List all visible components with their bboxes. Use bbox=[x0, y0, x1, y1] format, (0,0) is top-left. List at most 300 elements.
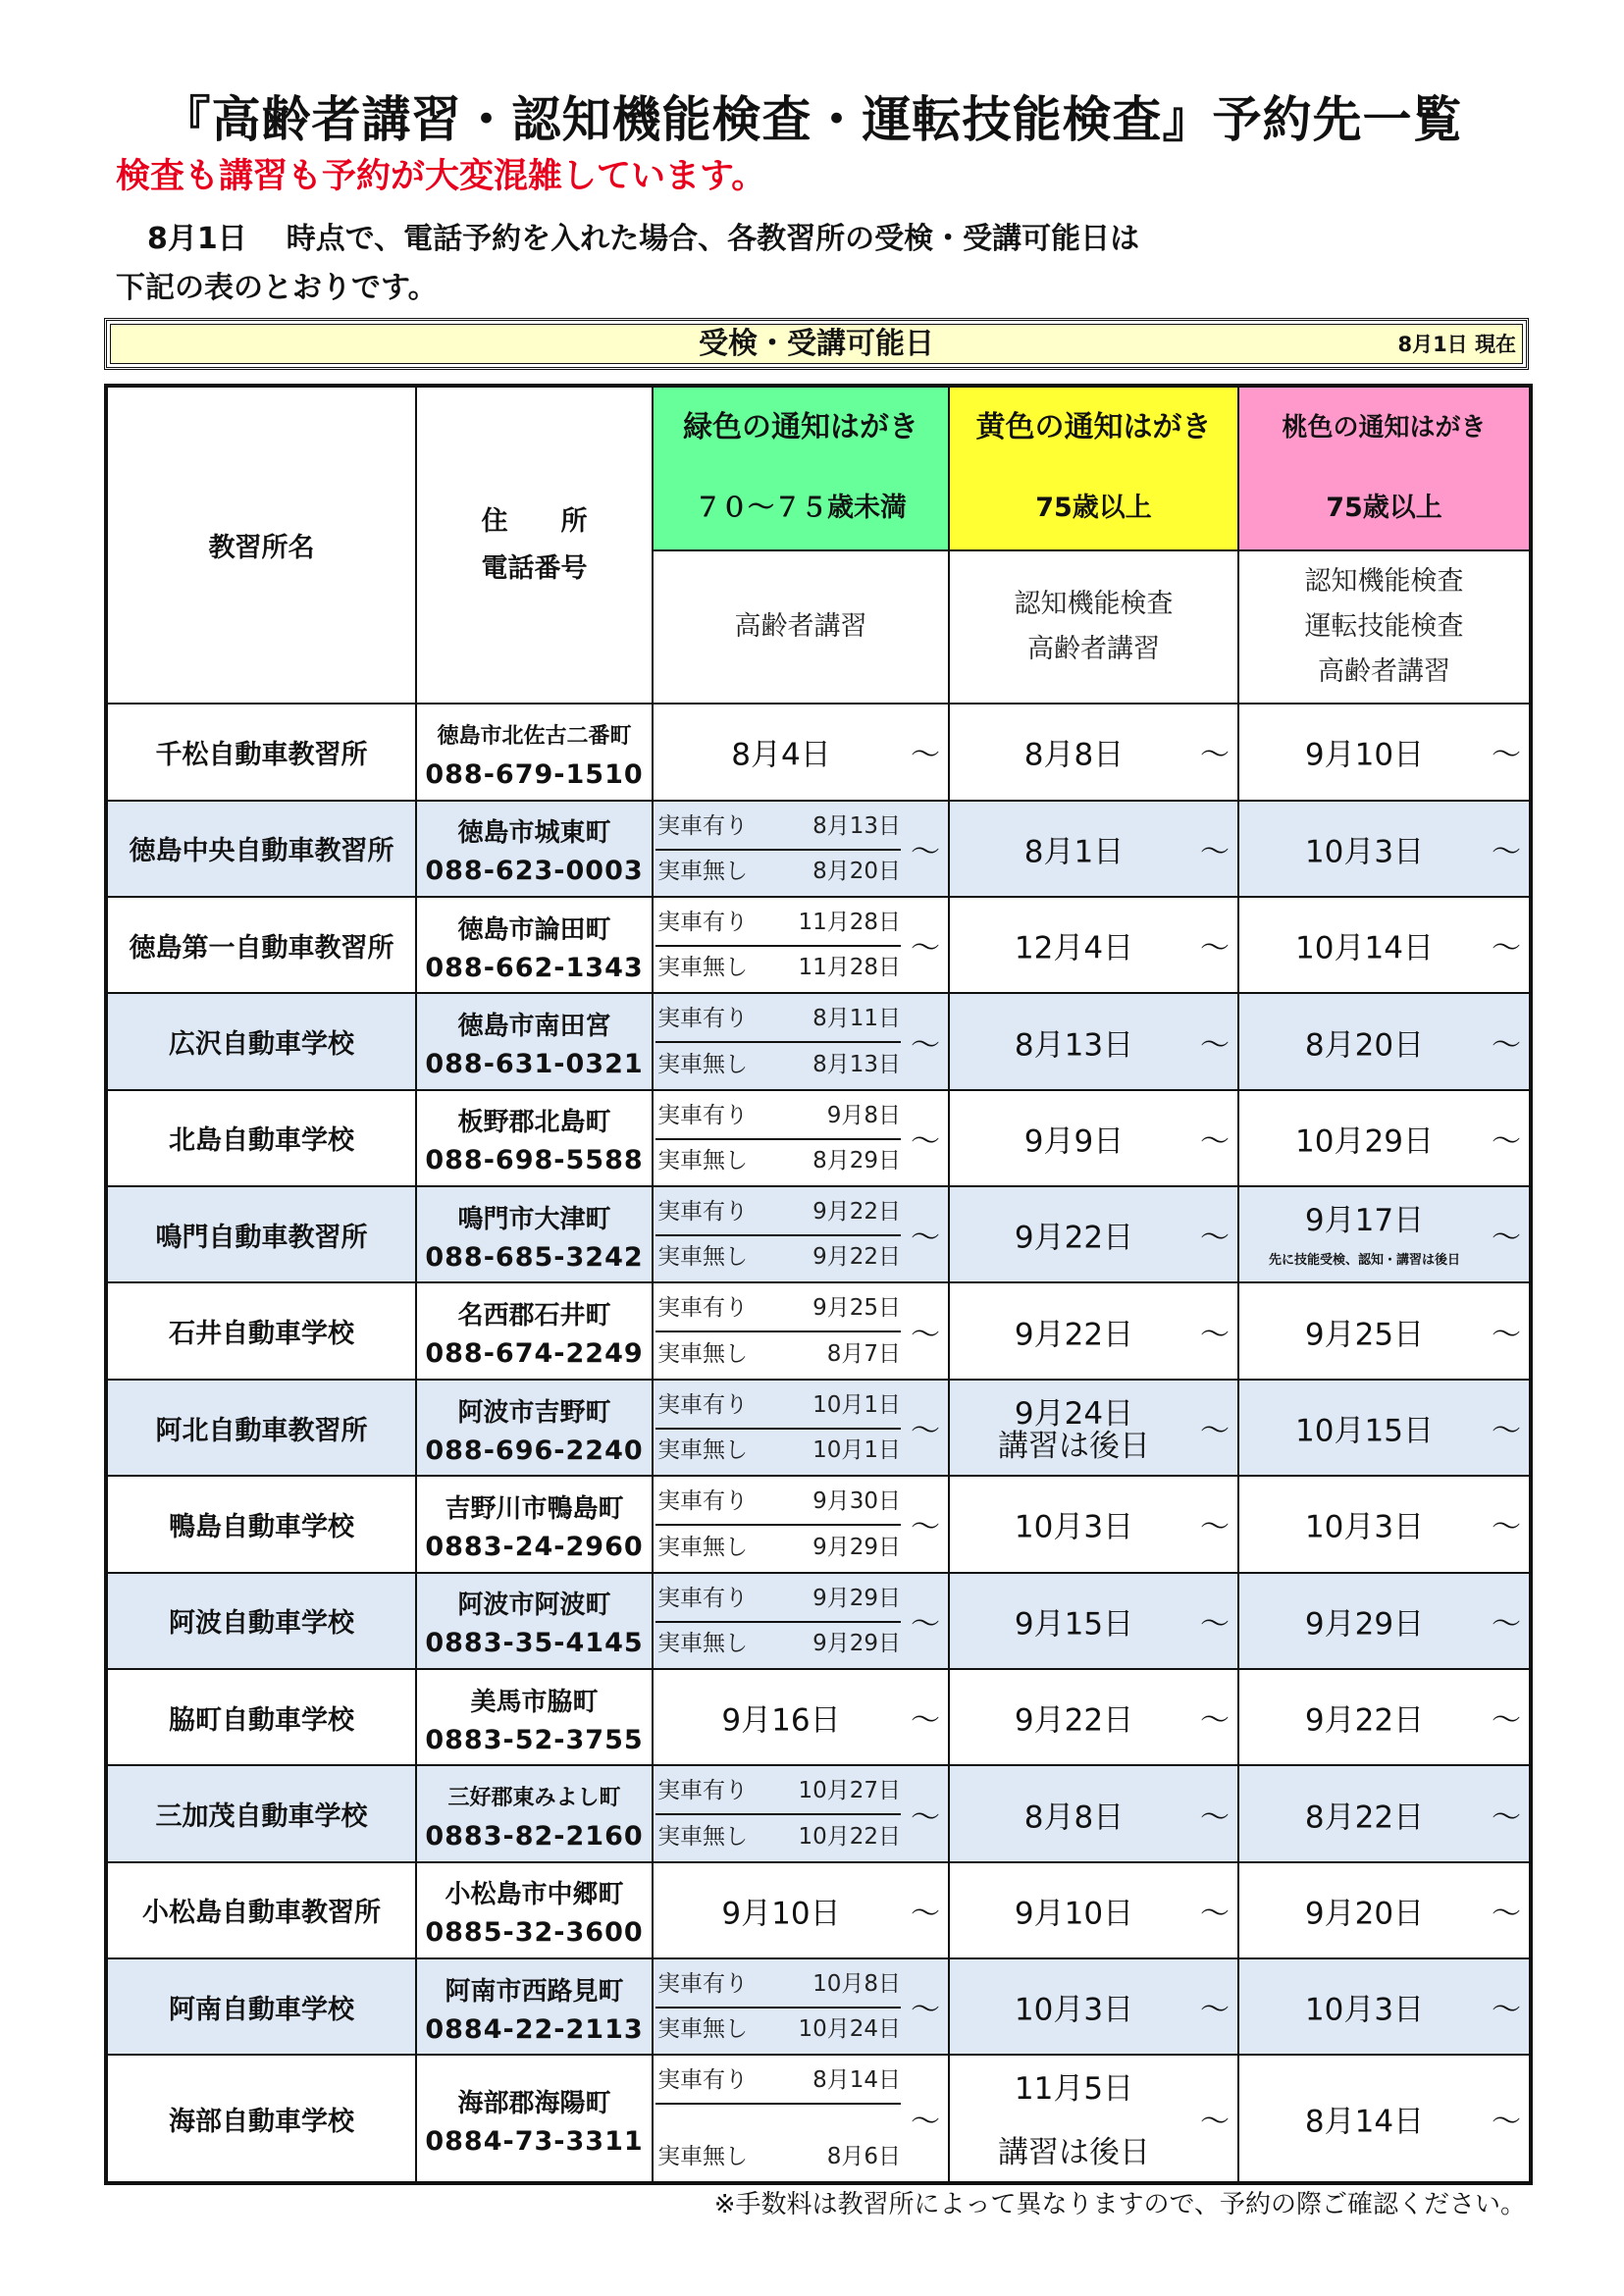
tilde-mark: ～ bbox=[1492, 1414, 1521, 1449]
address-phone-cell bbox=[416, 1669, 653, 1765]
tilde-mark: ～ bbox=[911, 1221, 940, 1256]
yellow-note: 講習は後日 bbox=[998, 1429, 1150, 1465]
school-name: 鳴門自動車教習所 bbox=[106, 1186, 416, 1282]
address-phone-cell bbox=[416, 801, 653, 897]
with-car-line bbox=[655, 1093, 901, 1140]
table-row bbox=[106, 993, 1531, 1089]
with-car-label: 実車有り bbox=[657, 1971, 748, 1998]
address-phone-cell bbox=[416, 1282, 653, 1379]
with-car-label: 実車有り bbox=[657, 812, 748, 839]
with-car-line bbox=[655, 804, 901, 851]
with-car-label: 実車有り bbox=[657, 1295, 748, 1322]
without-car-label: 実車無し bbox=[657, 1340, 748, 1367]
address-phone-cell bbox=[416, 1862, 653, 1958]
address-phone-cell bbox=[416, 1090, 653, 1186]
yellow-date: 11月5日 bbox=[1014, 2071, 1134, 2108]
tilde-mark: ～ bbox=[1492, 2105, 1521, 2140]
without-car-date: 8月20日 bbox=[812, 858, 901, 884]
header-green-age: ７０～７５歳未満 bbox=[695, 493, 907, 524]
yellow-date: 9月10日 bbox=[1014, 1896, 1134, 1932]
page-title: 『高齢者講習・認知機能検査・運転技能検査』予約先一覧 bbox=[161, 91, 1463, 148]
with-car-label: 実車有り bbox=[657, 1391, 748, 1418]
school-name: 脇町自動車学校 bbox=[106, 1669, 416, 1765]
tilde-mark: ～ bbox=[1492, 834, 1521, 869]
green-date-cell bbox=[653, 1862, 949, 1958]
green-date: 9月16日 bbox=[721, 1702, 841, 1739]
without-car-date: 10月24日 bbox=[798, 2016, 901, 2043]
green-date-cell bbox=[653, 2055, 949, 2183]
yellow-date: 9月9日 bbox=[1023, 1123, 1125, 1160]
yellow-date-cell bbox=[949, 993, 1238, 1089]
with-car-date: 10月1日 bbox=[812, 1391, 901, 1418]
with-car-label: 実車有り bbox=[657, 2067, 748, 2094]
without-car-label: 実車無し bbox=[657, 1244, 748, 1271]
without-car-line bbox=[655, 1042, 901, 1087]
phone-number: 088-674-2249 bbox=[425, 1338, 644, 1370]
tilde-mark: ～ bbox=[911, 1123, 940, 1159]
tilde-mark: ～ bbox=[911, 931, 940, 966]
without-car-date: 9月29日 bbox=[812, 1534, 901, 1560]
tilde-mark: ～ bbox=[911, 1414, 940, 1449]
tilde-mark: ～ bbox=[1200, 1703, 1230, 1739]
address: 徳島市北佐古二番町 bbox=[437, 723, 632, 749]
yellow-date-cell bbox=[949, 801, 1238, 897]
header-pink-item: 高齢者講習 bbox=[1318, 655, 1450, 687]
pink-date-cell bbox=[1238, 1958, 1531, 2055]
tilde-mark: ～ bbox=[1492, 1317, 1521, 1352]
header-address: 住 所 bbox=[481, 505, 588, 537]
header-pink-title: 桃色の通知はがき bbox=[1282, 413, 1487, 444]
without-car-line bbox=[655, 1525, 901, 1570]
without-car-label: 実車無し bbox=[657, 1437, 748, 1464]
phone-number: 088-679-1510 bbox=[425, 758, 644, 790]
intro-line-1 bbox=[147, 214, 1139, 257]
phone-number: 088-698-5588 bbox=[425, 1145, 644, 1176]
green-date-cell bbox=[653, 1186, 949, 1282]
header-address-phone bbox=[416, 386, 653, 704]
address: 板野郡北島町 bbox=[457, 1108, 611, 1138]
green-date: 9月10日 bbox=[721, 1896, 841, 1932]
without-car-line bbox=[655, 2134, 901, 2179]
availability-banner bbox=[104, 318, 1529, 370]
pink-date-cell bbox=[1238, 1573, 1531, 1669]
tilde-mark: ～ bbox=[1200, 1993, 1230, 2028]
warning-text: 検査も講習も予約が大変混雑しています。 bbox=[116, 157, 766, 196]
yellow-date: 9月24日 bbox=[1014, 1395, 1134, 1432]
tilde-mark: ～ bbox=[1492, 1993, 1521, 2028]
yellow-date-cell bbox=[949, 1669, 1238, 1765]
tilde-mark: ～ bbox=[1492, 738, 1521, 773]
yellow-date-cell bbox=[949, 1090, 1238, 1186]
tilde-mark: ～ bbox=[911, 1703, 940, 1739]
pink-date: 9月29日 bbox=[1304, 1606, 1425, 1643]
table-row bbox=[106, 2055, 1531, 2183]
with-car-line bbox=[655, 1576, 901, 1623]
tilde-mark: ～ bbox=[911, 1317, 940, 1352]
availability-table bbox=[104, 384, 1533, 2185]
with-car-line bbox=[655, 1189, 901, 1236]
without-car-date: 8月7日 bbox=[826, 1340, 901, 1367]
yellow-note: 講習は後日 bbox=[998, 2135, 1150, 2170]
without-car-date: 8月29日 bbox=[812, 1148, 901, 1174]
school-name: 阿北自動車教習所 bbox=[106, 1380, 416, 1476]
school-name: 広沢自動車学校 bbox=[106, 993, 416, 1089]
header-yellow-items bbox=[949, 550, 1238, 704]
green-date: 8月4日 bbox=[731, 737, 831, 773]
with-car-date: 9月8日 bbox=[826, 1102, 901, 1128]
pink-date-cell bbox=[1238, 1282, 1531, 1379]
with-car-date: 8月11日 bbox=[812, 1006, 901, 1032]
yellow-date: 9月22日 bbox=[1014, 1317, 1134, 1353]
with-car-line bbox=[655, 1961, 901, 2009]
header-yellow-item: 認知機能検査 bbox=[1014, 588, 1174, 619]
without-car-label: 実車無し bbox=[657, 1823, 748, 1850]
without-car-line bbox=[655, 1428, 901, 1473]
phone-number: 088-631-0321 bbox=[425, 1049, 644, 1080]
yellow-date: 8月8日 bbox=[1023, 737, 1125, 773]
pink-date: 10月15日 bbox=[1295, 1413, 1434, 1449]
header-green-item: 高齢者講習 bbox=[734, 610, 867, 642]
header-yellow-age: 75歳以上 bbox=[1035, 493, 1152, 524]
yellow-date-cell bbox=[949, 1765, 1238, 1861]
pink-date: 10月3日 bbox=[1304, 834, 1425, 870]
with-car-date: 9月30日 bbox=[812, 1488, 901, 1515]
school-name: 阿波自動車学校 bbox=[106, 1573, 416, 1669]
header-pink bbox=[1238, 386, 1531, 550]
table-row bbox=[106, 1958, 1531, 2055]
phone-number: 0884-73-3311 bbox=[425, 2125, 644, 2157]
with-car-date: 9月29日 bbox=[812, 1585, 901, 1611]
pink-date-cell bbox=[1238, 801, 1531, 897]
school-name: 石井自動車学校 bbox=[106, 1282, 416, 1379]
without-car-label: 実車無し bbox=[657, 1051, 748, 1077]
header-pink-items bbox=[1238, 550, 1531, 704]
with-car-label: 実車有り bbox=[657, 1006, 748, 1032]
header-green-items bbox=[653, 550, 949, 704]
with-car-date: 11月28日 bbox=[798, 909, 901, 935]
school-name: 鴨島自動車学校 bbox=[106, 1476, 416, 1572]
with-car-label: 実車有り bbox=[657, 1102, 748, 1128]
with-car-label: 実車有り bbox=[657, 1585, 748, 1611]
without-car-date: 10月1日 bbox=[812, 1437, 901, 1464]
address: 海部郡海陽町 bbox=[457, 2088, 611, 2118]
without-car-label: 実車無し bbox=[657, 955, 748, 981]
phone-number: 0883-82-2160 bbox=[425, 1821, 644, 1852]
header-yellow-title: 黄色の通知はがき bbox=[975, 410, 1212, 445]
address: 阿波市吉野町 bbox=[457, 1397, 611, 1428]
green-date-cell bbox=[653, 1476, 949, 1572]
yellow-date-cell bbox=[949, 1958, 1238, 2055]
tilde-mark: ～ bbox=[911, 2105, 940, 2140]
without-car-line bbox=[655, 1814, 901, 1859]
tilde-mark: ～ bbox=[1492, 1896, 1521, 1931]
green-date-cell bbox=[653, 704, 949, 800]
address: 吉野川市鴨島町 bbox=[445, 1493, 624, 1524]
with-car-date: 8月14日 bbox=[812, 2067, 901, 2094]
with-car-label: 実車有り bbox=[657, 1488, 748, 1515]
with-car-line bbox=[655, 900, 901, 947]
tilde-mark: ～ bbox=[911, 1510, 940, 1545]
yellow-date: 8月1日 bbox=[1023, 834, 1125, 870]
pink-date: 8月20日 bbox=[1304, 1027, 1425, 1064]
tilde-mark: ～ bbox=[1200, 2105, 1230, 2140]
with-car-date: 10月8日 bbox=[812, 1971, 901, 1998]
phone-number: 088-696-2240 bbox=[425, 1435, 644, 1466]
phone-number: 088-623-0003 bbox=[425, 856, 644, 887]
with-car-label: 実車有り bbox=[657, 1199, 748, 1226]
pink-date-cell bbox=[1238, 1186, 1531, 1282]
yellow-date-cell bbox=[949, 1282, 1238, 1379]
with-car-date: 10月27日 bbox=[798, 1778, 901, 1804]
yellow-date-cell bbox=[949, 897, 1238, 993]
tilde-mark: ～ bbox=[911, 1027, 940, 1063]
pink-date: 10月3日 bbox=[1304, 1992, 1425, 2028]
phone-number: 088-685-3242 bbox=[425, 1241, 644, 1273]
table-row bbox=[106, 1765, 1531, 1861]
tilde-mark: ～ bbox=[911, 1800, 940, 1835]
tilde-mark: ～ bbox=[911, 738, 940, 773]
address: 徳島市論田町 bbox=[457, 914, 611, 945]
pink-date: 10月3日 bbox=[1304, 1509, 1425, 1545]
school-name: 阿南自動車学校 bbox=[106, 1958, 416, 2055]
header-green bbox=[653, 386, 949, 550]
with-car-label: 実車有り bbox=[657, 909, 748, 935]
without-car-date: 9月22日 bbox=[812, 1244, 901, 1271]
pink-date: 9月20日 bbox=[1304, 1896, 1425, 1932]
table-row bbox=[106, 1282, 1531, 1379]
school-name: 三加茂自動車学校 bbox=[106, 1765, 416, 1861]
without-car-date: 8月13日 bbox=[812, 1051, 901, 1077]
green-date-cell bbox=[653, 993, 949, 1089]
pink-date-cell bbox=[1238, 1380, 1531, 1476]
with-car-line bbox=[655, 1479, 901, 1526]
pink-date-cell bbox=[1238, 897, 1531, 993]
without-car-label: 実車無し bbox=[657, 1534, 748, 1560]
address-phone-cell bbox=[416, 2055, 653, 2183]
with-car-line bbox=[655, 1768, 901, 1815]
school-name: 徳島第一自動車教習所 bbox=[106, 897, 416, 993]
pink-date: 9月10日 bbox=[1304, 737, 1425, 773]
pink-date: 8月14日 bbox=[1304, 2104, 1425, 2140]
yellow-date: 9月22日 bbox=[1014, 1702, 1134, 1739]
green-date-cell bbox=[653, 1958, 949, 2055]
phone-number: 0884-22-2113 bbox=[425, 2013, 644, 2045]
tilde-mark: ～ bbox=[1492, 1510, 1521, 1545]
table-row bbox=[106, 704, 1531, 800]
yellow-date-cell bbox=[949, 1186, 1238, 1282]
intro-line-1-rest: 時点で、電話予約を入れた場合、各教習所の受検・受講可能日は bbox=[286, 222, 1140, 256]
school-name: 北島自動車学校 bbox=[106, 1090, 416, 1186]
with-car-date: 9月25日 bbox=[812, 1295, 901, 1322]
address-phone-cell bbox=[416, 704, 653, 800]
table-row bbox=[106, 1380, 1531, 1476]
yellow-date-cell bbox=[949, 1380, 1238, 1476]
tilde-mark: ～ bbox=[1492, 1703, 1521, 1739]
address: 美馬市脇町 bbox=[470, 1687, 599, 1717]
without-car-label: 実車無し bbox=[657, 858, 748, 884]
footnote: ※手数料は教習所によって異なりますので、予約の際ご確認ください。 bbox=[713, 2190, 1526, 2219]
without-car-label: 実車無し bbox=[657, 2016, 748, 2043]
pink-date-cell bbox=[1238, 2055, 1531, 2183]
without-car-label: 実車無し bbox=[657, 2144, 748, 2169]
address: 阿波市阿波町 bbox=[457, 1591, 611, 1621]
pink-date: 10月29日 bbox=[1295, 1123, 1434, 1160]
table-row bbox=[106, 1573, 1531, 1669]
address-phone-cell bbox=[416, 1765, 653, 1861]
address: 小松島市中郷町 bbox=[445, 1880, 624, 1910]
tilde-mark: ～ bbox=[1492, 1606, 1521, 1642]
tilde-mark: ～ bbox=[1492, 1221, 1521, 1256]
yellow-date-cell bbox=[949, 704, 1238, 800]
without-car-date: 11月28日 bbox=[798, 955, 901, 981]
with-car-line bbox=[655, 1285, 901, 1332]
pink-date-cell bbox=[1238, 993, 1531, 1089]
banner-asof: 8月1日 現在 bbox=[1397, 333, 1516, 356]
address-phone-cell bbox=[416, 1476, 653, 1572]
address-phone-cell bbox=[416, 1380, 653, 1476]
intro-line-2: 下記の表のとおりです。 bbox=[116, 271, 438, 305]
tilde-mark: ～ bbox=[1200, 1317, 1230, 1352]
with-car-line bbox=[655, 1383, 901, 1430]
tilde-mark: ～ bbox=[911, 834, 940, 869]
with-car-date: 8月13日 bbox=[812, 812, 901, 839]
green-date-cell bbox=[653, 1573, 949, 1669]
yellow-date-cell bbox=[949, 1862, 1238, 1958]
yellow-date: 8月8日 bbox=[1023, 1800, 1125, 1836]
pink-date: 8月22日 bbox=[1304, 1800, 1425, 1836]
address: 徳島市城東町 bbox=[457, 818, 611, 849]
header-pink-item: 認知機能検査 bbox=[1304, 565, 1464, 597]
tilde-mark: ～ bbox=[911, 1896, 940, 1931]
header-pink-age: 75歳以上 bbox=[1326, 493, 1442, 524]
phone-number: 088-662-1343 bbox=[425, 952, 644, 983]
yellow-date-cell bbox=[949, 1476, 1238, 1572]
pink-date-cell bbox=[1238, 1476, 1531, 1572]
without-car-line bbox=[655, 1331, 901, 1377]
intro-date: 8月1日 bbox=[147, 222, 247, 256]
tilde-mark: ～ bbox=[1200, 1123, 1230, 1159]
address: 三好郡東みよし町 bbox=[447, 1786, 621, 1811]
tilde-mark: ～ bbox=[1200, 1027, 1230, 1063]
tilde-mark: ～ bbox=[1200, 1414, 1230, 1449]
tilde-mark: ～ bbox=[1200, 1606, 1230, 1642]
table-row bbox=[106, 1090, 1531, 1186]
pink-date-cell bbox=[1238, 1090, 1531, 1186]
tilde-mark: ～ bbox=[1200, 1896, 1230, 1931]
phone-number: 0883-35-4145 bbox=[425, 1628, 644, 1659]
yellow-date: 8月13日 bbox=[1014, 1027, 1134, 1064]
pink-date-cell bbox=[1238, 1862, 1531, 1958]
yellow-date: 9月15日 bbox=[1014, 1606, 1134, 1643]
yellow-date: 10月3日 bbox=[1014, 1509, 1134, 1545]
header-yellow-item: 高齢者講習 bbox=[1027, 633, 1160, 664]
yellow-date: 10月3日 bbox=[1014, 1992, 1134, 2028]
header-school: 教習所名 bbox=[106, 386, 416, 704]
header-green-title: 緑色の通知はがき bbox=[683, 410, 918, 445]
with-car-line bbox=[655, 2058, 901, 2105]
pink-date: 10月14日 bbox=[1295, 930, 1434, 966]
green-date-cell bbox=[653, 1669, 949, 1765]
pink-date: 9月22日 bbox=[1304, 1702, 1425, 1739]
table-row bbox=[106, 1186, 1531, 1282]
yellow-date-cell bbox=[949, 1573, 1238, 1669]
table-row bbox=[106, 897, 1531, 993]
pink-date-cell bbox=[1238, 704, 1531, 800]
school-name: 徳島中央自動車教習所 bbox=[106, 801, 416, 897]
address-phone-cell bbox=[416, 897, 653, 993]
tilde-mark: ～ bbox=[1200, 931, 1230, 966]
without-car-label: 実車無し bbox=[657, 1148, 748, 1174]
without-car-line bbox=[655, 1621, 901, 1666]
school-name: 小松島自動車教習所 bbox=[106, 1862, 416, 1958]
address: 阿南市西路見町 bbox=[445, 1976, 624, 2007]
without-car-line bbox=[655, 1234, 901, 1279]
without-car-label: 実車無し bbox=[657, 1630, 748, 1656]
green-date-cell bbox=[653, 1282, 949, 1379]
without-car-date: 9月29日 bbox=[812, 1630, 901, 1656]
with-car-date: 9月22日 bbox=[812, 1199, 901, 1226]
header-pink-item: 運転技能検査 bbox=[1304, 610, 1464, 642]
green-date-cell bbox=[653, 801, 949, 897]
pink-date: 9月25日 bbox=[1304, 1317, 1425, 1353]
table-row bbox=[106, 1669, 1531, 1765]
tilde-mark: ～ bbox=[1200, 1221, 1230, 1256]
school-name: 海部自動車学校 bbox=[106, 2055, 416, 2183]
without-car-line bbox=[655, 945, 901, 990]
header-yellow bbox=[949, 386, 1238, 550]
without-car-line bbox=[655, 849, 901, 894]
green-date-cell bbox=[653, 1765, 949, 1861]
address: 鳴門市大津町 bbox=[457, 1204, 611, 1234]
tilde-mark: ～ bbox=[1200, 834, 1230, 869]
tilde-mark: ～ bbox=[1200, 1510, 1230, 1545]
without-car-line bbox=[655, 2007, 901, 2052]
school-name: 千松自動車教習所 bbox=[106, 704, 416, 800]
address: 徳島市南田宮 bbox=[457, 1012, 611, 1042]
address-phone-cell bbox=[416, 993, 653, 1089]
phone-number: 0883-24-2960 bbox=[425, 1531, 644, 1562]
tilde-mark: ～ bbox=[1200, 738, 1230, 773]
yellow-date: 12月4日 bbox=[1014, 930, 1134, 966]
address: 名西郡石井町 bbox=[457, 1301, 611, 1331]
pink-date-cell bbox=[1238, 1669, 1531, 1765]
green-date-cell bbox=[653, 1090, 949, 1186]
phone-number: 0883-52-3755 bbox=[425, 1724, 644, 1755]
yellow-date-cell bbox=[949, 2055, 1238, 2183]
pink-note: 先に技能受検、認知・講習は後日 bbox=[1268, 1253, 1460, 1269]
pink-date: 9月17日 bbox=[1304, 1203, 1425, 1239]
banner-title: 受検・受講可能日 bbox=[699, 327, 934, 361]
tilde-mark: ～ bbox=[1492, 1123, 1521, 1159]
table-row bbox=[106, 1862, 1531, 1958]
without-car-line bbox=[655, 1138, 901, 1183]
green-date-cell bbox=[653, 897, 949, 993]
without-car-date: 8月6日 bbox=[826, 2144, 901, 2169]
with-car-label: 実車有り bbox=[657, 1778, 748, 1804]
address-phone-cell bbox=[416, 1573, 653, 1669]
tilde-mark: ～ bbox=[1492, 1027, 1521, 1063]
phone-number: 0885-32-3600 bbox=[425, 1917, 644, 1949]
without-car-date: 10月22日 bbox=[798, 1823, 901, 1850]
tilde-mark: ～ bbox=[1200, 1800, 1230, 1835]
with-car-line bbox=[655, 996, 901, 1043]
tilde-mark: ～ bbox=[911, 1993, 940, 2028]
tilde-mark: ～ bbox=[1492, 1800, 1521, 1835]
tilde-mark: ～ bbox=[911, 1606, 940, 1642]
pink-date-cell bbox=[1238, 1765, 1531, 1861]
address-phone-cell bbox=[416, 1958, 653, 2055]
header-phone: 電話番号 bbox=[481, 552, 588, 584]
